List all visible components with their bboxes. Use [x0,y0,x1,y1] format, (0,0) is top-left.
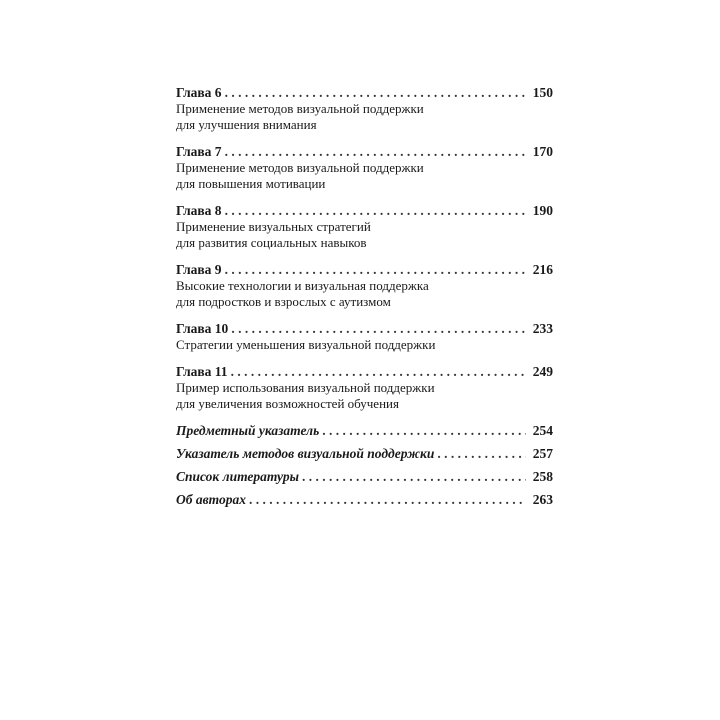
dot-leader [225,84,526,101]
toc-entry-chapter-9 [176,261,553,310]
section-label: Об авторах [176,492,246,507]
page-number: 257 [532,446,553,461]
chapter-label: Глава 7 [176,144,222,159]
toc-heading-row [176,445,553,462]
chapter-title-line: для улучшения внимания [176,117,317,132]
chapter-title-line: для подростков и взрослых с аутизмом [176,294,391,309]
dot-leader [437,445,526,462]
section-label: Предметный указатель [176,423,320,438]
toc-entry-methods-index [176,445,553,462]
dot-leader [225,261,526,278]
dot-leader [225,202,526,219]
page-number: 190 [532,203,553,218]
chapter-title-line: для развития социальных навыков [176,235,367,250]
toc-entry-subject-index [176,422,553,439]
toc-heading-row [176,422,553,439]
toc-entry-chapter-10 [176,320,553,353]
chapter-title-line: Высокие технологии и визуальная поддержка [176,278,429,293]
chapter-title-line: Применение методов визуальной поддержки [176,101,424,116]
toc-entry-chapter-6 [176,84,553,133]
chapter-title-line: Применение методов визуальной поддержки [176,160,424,175]
page-number: 170 [532,144,553,159]
page-number: 233 [532,321,553,336]
chapter-title-line: Пример использования визуальной поддержки [176,380,435,395]
toc-heading-row [176,491,553,508]
toc-heading-row [176,320,553,337]
chapter-label: Глава 6 [176,85,222,100]
page-number: 216 [532,262,553,277]
toc-heading-row [176,84,553,101]
chapter-label: Глава 8 [176,203,222,218]
toc-heading-row [176,261,553,278]
dot-leader [231,320,526,337]
chapter-title-line: Стратегии уменьшения визуальной поддержки [176,337,436,352]
chapter-title-line: для увеличения возможностей обучения [176,396,399,411]
chapter-label: Глава 9 [176,262,222,277]
dot-leader [249,491,526,508]
section-label: Список литературы [176,469,299,484]
dot-leader [322,422,526,439]
page-number: 258 [532,469,553,484]
toc-entry-about-authors [176,491,553,508]
toc-entry-chapter-11 [176,363,553,412]
page-number: 249 [532,364,553,379]
chapter-label: Глава 11 [176,364,228,379]
section-label: Указатель методов визуальной поддержки [176,446,435,461]
page-number: 254 [532,423,553,438]
toc-heading-row [176,143,553,160]
toc-heading-row [176,202,553,219]
chapter-label: Глава 10 [176,321,229,336]
table-of-contents [176,84,553,514]
chapter-title-line: для повышения мотивации [176,176,326,191]
page-number: 263 [532,492,553,507]
toc-heading-row [176,363,553,380]
toc-heading-row [176,468,553,485]
dot-leader [225,143,526,160]
chapter-title-line: Применение визуальных стратегий [176,219,371,234]
dot-leader [231,363,526,380]
dot-leader [302,468,526,485]
toc-entry-chapter-7 [176,143,553,192]
toc-entry-references [176,468,553,485]
page-number: 150 [532,85,553,100]
toc-entry-chapter-8 [176,202,553,251]
